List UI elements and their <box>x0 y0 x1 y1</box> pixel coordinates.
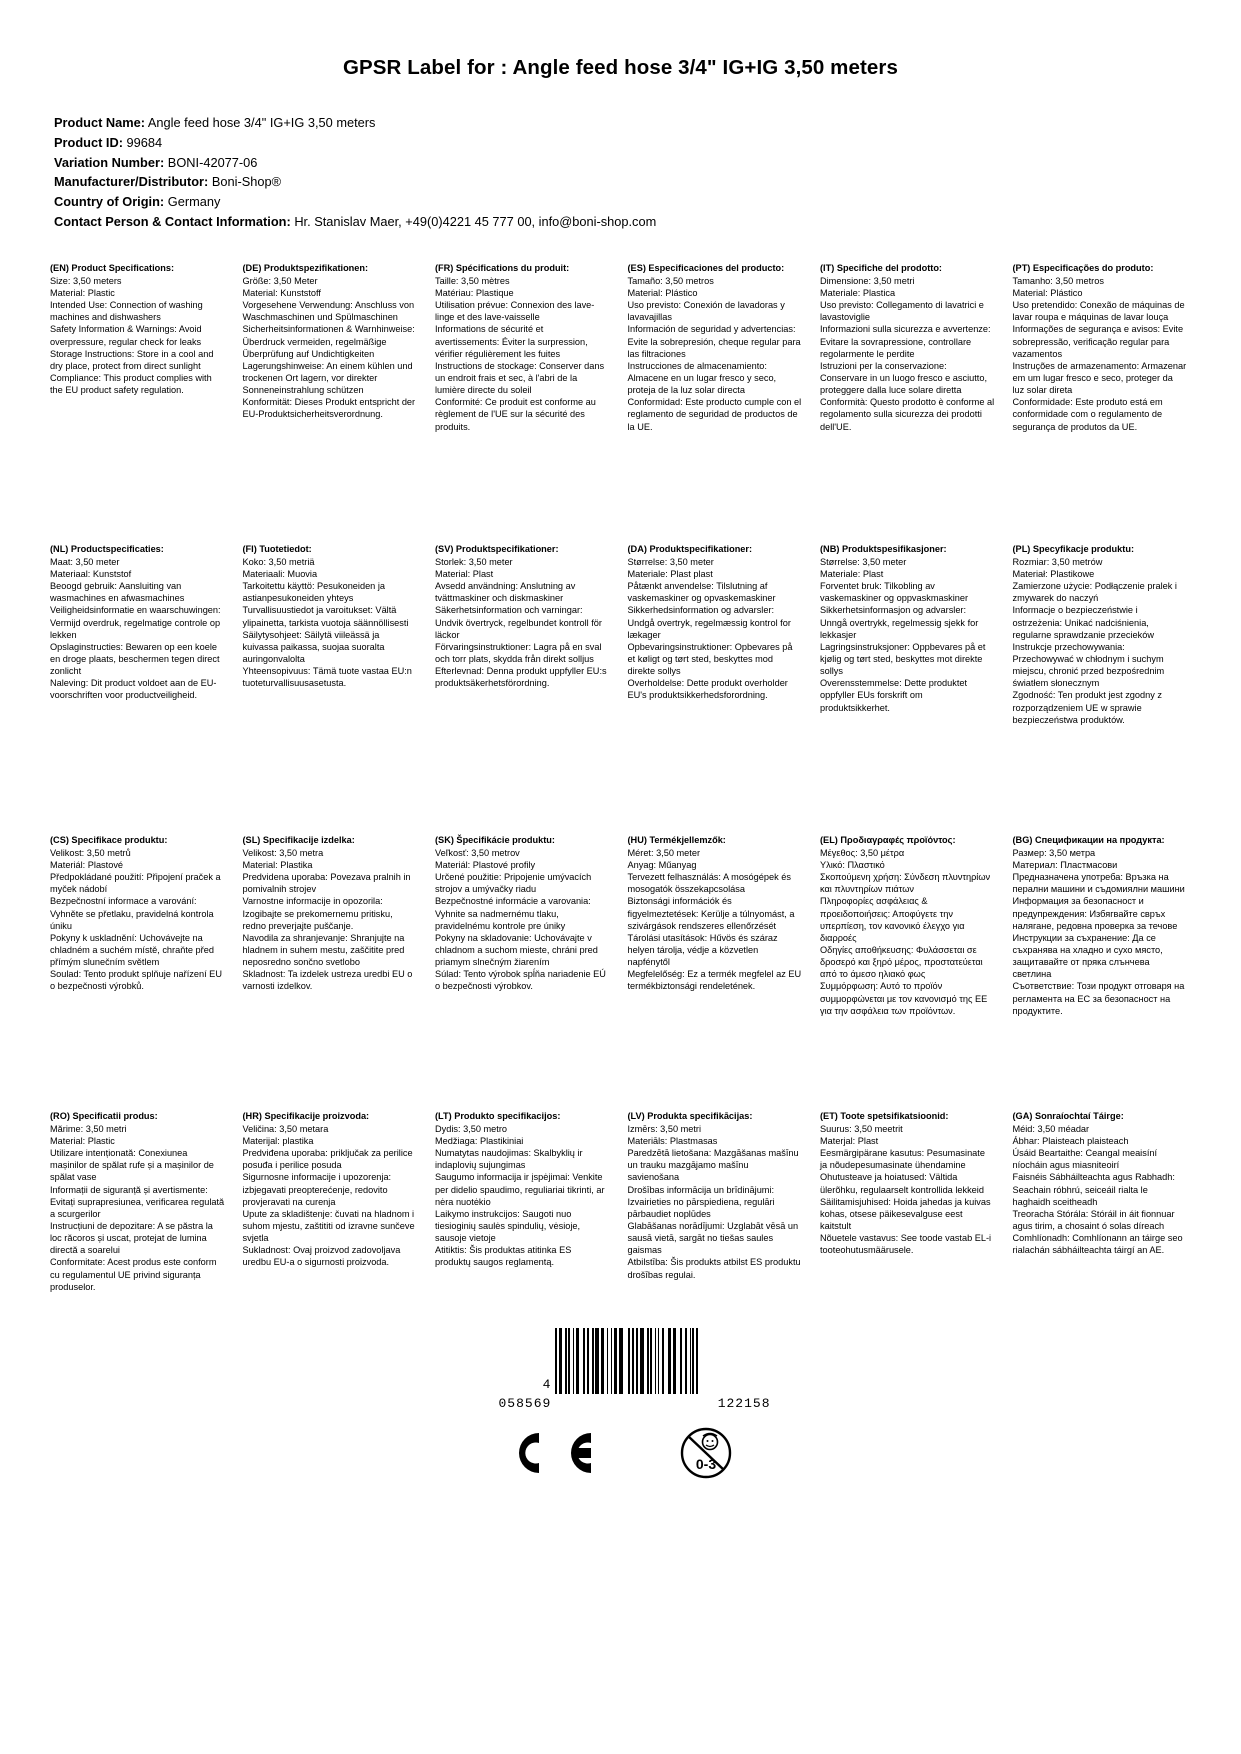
language-line: Ohutusteave ja hoiatused: Vältida ülerõhku, regulaarselt kontrollida lekkeid <box>820 1172 984 1195</box>
language-line: Sigurnosne informacije i upozorenja: izbjegavati preopterećenje, redovito provjeravati na curenja <box>242 1172 392 1207</box>
language-heading: (NL) Productspecificaties: <box>50 543 164 554</box>
language-line: Materjal: Plast <box>820 1136 879 1147</box>
language-block-hu <box>628 834 807 1084</box>
meta-row-product-name <box>54 114 1191 133</box>
language-line: Conformidad: Este producto cumple con el reglamento de seguridad de productos de la UE. <box>627 397 802 432</box>
language-block-lt <box>435 1110 614 1300</box>
language-block-en <box>50 262 229 517</box>
language-line: Υλικό: Πλαστικό <box>820 860 885 871</box>
language-line: Atbilstība: Šis produkts atbilst ES produktu drošības regulai. <box>627 1257 801 1280</box>
language-block-el <box>820 834 999 1084</box>
language-line: Comhlíonadh: Comhlíonann an táirge seo rialachán sábháilteachta táirgí an AE. <box>1012 1233 1183 1256</box>
language-line: Upute za skladištenje: čuvati na hladnom i suhom mjestu, zaštititi od izravne sunčeve svjetla <box>242 1208 415 1244</box>
language-line: Laikymo instrukcijos: Saugoti nuo tiesioginių saulės spindulių, vėsioje, sausoje vietoje <box>435 1208 581 1244</box>
language-block-nl <box>50 543 229 808</box>
language-line: Tamanho: 3,50 metros <box>1012 275 1104 286</box>
language-line: Conformità: Questo prodotto è conforme al regolamento sulla sicurezza dei prodotti dell'UE. <box>820 397 995 432</box>
language-line: Μέγεθος: 3,50 μέτρα <box>820 847 905 858</box>
language-line: Overensstemmelse: Dette produktet oppfyller EUs forskrift om produktsikkerhet. <box>820 678 968 713</box>
language-line: Størrelse: 3,50 meter <box>627 556 714 567</box>
ean13-barcode <box>555 1328 698 1394</box>
language-line: Tervezett felhasználás: A mosógépek és mosogatók összekapcsolása <box>627 872 791 895</box>
language-line: Bezpečnostní informace a varování: Vyhněte se přetlaku, pravidelná kontrola úniku <box>50 896 214 931</box>
language-line: Materiał: Plastikowe <box>1012 569 1095 580</box>
language-heading: (ES) Especificaciones del producto: <box>627 262 785 273</box>
language-line: Opbevaringsinstruktioner: Opbevares på et køligt og tørt sted, beskyttes mod direkte sollys <box>627 641 793 677</box>
language-line: Tárolási utasítások: Hűvös és száraz helyen tárolja, védje a közvetlen napfénytől <box>627 932 778 968</box>
language-heading: (ET) Toote spetsifikatsioonid: <box>820 1110 949 1121</box>
language-line: Nõuetele vastavus: See toode vastab EL-i tooteohutusmäärusele. <box>820 1233 992 1256</box>
language-block-bg <box>1013 834 1192 1084</box>
language-line: Mărime: 3,50 metri <box>50 1123 127 1134</box>
language-heading: (LT) Produkto specifikacijos: <box>435 1110 561 1121</box>
language-block-ro <box>50 1110 229 1300</box>
meta-label: Product Name: <box>54 115 146 130</box>
language-block-fr <box>435 262 614 517</box>
language-line: Faisnéis Sábháilteachta agus Rabhadh: Seachain róbhrú, seiceáil rialta le haghaidh sceitheadh <box>1012 1172 1175 1207</box>
meta-label: Country of Origin: <box>54 194 165 210</box>
language-line: Påtænkt anvendelse: Tilslutning af vaskemaskiner og opvaskemaskiner <box>627 581 776 604</box>
language-heading: (PT) Especificações do produto: <box>1012 262 1154 273</box>
language-line: Forventet bruk: Tilkobling av vaskemaskiner og oppvaskmaskiner <box>820 581 969 604</box>
language-line: Yhteensopivuus: Tämä tuote vastaa EU:n tuoteturvallisuusasetusta. <box>242 666 412 689</box>
language-line: Efterlevnad: Denna produkt uppfyller EU:s produktsäkerhetsförordning. <box>435 666 607 689</box>
meta-row-variation-number <box>54 154 1191 173</box>
language-line: Size: 3,50 meters <box>50 275 122 286</box>
language-line: Pokyny k uskladnění: Uchovávejte na chladném a suchém místě, chraňte před přímým slunečním světlem <box>50 932 214 968</box>
language-line: Vorgesehene Verwendung: Anschluss von Waschmaschinen und Spülmaschinen <box>242 300 415 323</box>
language-heading: (DA) Produktspecifikationer: <box>627 543 753 554</box>
language-line: Varnostne informacije in opozorila: Izogibajte se prekomernemu pritisku, redno preverjajte puščanje. <box>242 896 393 931</box>
language-line: Overholdelse: Dette produkt overholder EU's produktsikkerhedsforordning. <box>627 678 788 701</box>
page-title: GPSR Label for : Angle feed hose 3/4" IG+IG 3,50 meters <box>342 56 899 79</box>
language-line: Suurus: 3,50 meetrit <box>820 1123 903 1134</box>
language-line: Safety Information & Warnings: Avoid overpressure, regular check for leaks <box>50 324 202 347</box>
language-line: Zgodność: Ten produkt jest zgodny z rozporządzeniem UE w sprawie bezpieczeństwa produktów. <box>1012 690 1162 725</box>
language-line: Saugumo informacija ir įspėjimai: Venkite per didelio spaudimo, reguliariai tikrinti, ar nėra nuotėkio <box>435 1172 605 1207</box>
language-line: Koko: 3,50 metriä <box>242 556 315 567</box>
language-line: Dimensione: 3,50 metri <box>820 275 915 286</box>
language-line: Avsedd användning: Anslutning av tvättmaskiner och diskmaskiner <box>435 581 576 604</box>
language-line: Treoracha Stórála: Stóráil in áit fionnuar agus tirim, a chosaint ó solas díreach <box>1012 1208 1175 1232</box>
language-heading: (EL) Προδιαγραφές προϊόντος: <box>820 834 956 845</box>
language-line: Material: Plast <box>435 569 494 580</box>
language-block-pt <box>1013 262 1192 517</box>
language-line: Pokyny na skladovanie: Uchovávajte v chladnom a suchom mieste, chráni pred priamym slnečným žiarením <box>435 932 598 968</box>
language-heading: (IT) Specifiche del prodotto: <box>820 262 942 273</box>
meta-label: Manufacturer/Distributor: <box>54 174 209 190</box>
language-block-sk <box>435 834 614 1084</box>
language-line: Predvidena uporaba: Povezava pralnih in pomivalnih strojev <box>242 872 411 895</box>
language-line: Súlad: Tento výrobok spĺňa nariadenie EÚ o bezpečnosti výrobkov. <box>435 969 606 992</box>
language-heading: (BG) Спецификации на продукта: <box>1012 834 1165 845</box>
language-line: Съответствие: Този продукт отговаря на регламента на ЕС за безопасност на продуктите. <box>1012 981 1185 1016</box>
language-line: Konformität: Dieses Produkt entspricht der EU-Produktsicherheitsverordnung. <box>242 397 416 420</box>
age-warning-0-3-icon <box>669 1427 743 1479</box>
language-line: Skladnost: Ta izdelek ustreza uredbi EU o varnosti izdelkov. <box>242 969 413 992</box>
language-line: Eesmärgipärane kasutus: Pesumasinate ja nõudepesumasinate ühendamine <box>820 1148 985 1171</box>
language-block-hr <box>243 1110 422 1300</box>
language-line: Material: Plastic <box>50 1136 115 1147</box>
language-line: Materiaali: Muovia <box>242 569 318 580</box>
language-heading: (EN) Product Specifications: <box>50 262 175 273</box>
language-line: Material: Plástico <box>1012 288 1083 299</box>
language-line: Méret: 3,50 meter <box>627 847 701 858</box>
language-line: Lagerungshinweise: An einem kühlen und trockenen Ort lagern, vor direkter Sonneneinstrahlung schützen <box>242 360 413 396</box>
language-line: Materijal: plastika <box>242 1136 314 1147</box>
language-heading: (FI) Tuotetiedot: <box>242 543 312 554</box>
language-line: Anyag: Műanyag <box>627 860 697 871</box>
language-line: Sikkerhedsinformation og advarsler: Undgå overtryk, regelmæssig kontrol for lækager <box>627 605 791 640</box>
language-line: Soulad: Tento produkt splňuje nařízení EU o bezpečnosti výrobků. <box>50 969 222 992</box>
language-line: Material: Plástico <box>627 288 698 299</box>
meta-row-manufacturer <box>54 173 1191 192</box>
language-heading: (FR) Spécifications du produit: <box>435 262 570 273</box>
language-block-nb <box>820 543 999 808</box>
language-grid-row-4 <box>50 1110 1191 1310</box>
language-line: Turvallisuustiedot ja varoitukset: Vältä ylipainetta, tarkista vuotoja säännöllisesti <box>242 605 409 628</box>
language-block-sv <box>435 543 614 808</box>
language-line: Intended Use: Connection of washing machines and dishwashers <box>50 300 203 323</box>
meta-value: Boni-Shop® <box>211 174 282 190</box>
language-line: Maat: 3,50 meter <box>50 556 120 567</box>
meta-row-product-id <box>54 134 1191 153</box>
language-line: Informacje o bezpieczeństwie i ostrzeżenia: Unikać nadciśnienia, regularne sprawdzanie przecieków <box>1012 605 1154 640</box>
meta-value: Angle feed hose 3/4" IG+IG 3,50 meters <box>147 115 376 130</box>
language-line: Tarkoitettu käyttö: Pesukoneiden ja astianpesukoneiden yhteys <box>242 581 385 604</box>
meta-row-contact <box>54 213 1191 232</box>
language-line: Информация за безопасност и предупреждения: Избягвайте свръх налягане, редовна проверка за течове <box>1012 896 1178 931</box>
meta-value: Germany <box>167 194 221 210</box>
language-line: Materiaal: Kunststof <box>50 569 132 580</box>
language-line: Größe: 3,50 Meter <box>242 275 318 286</box>
product-meta <box>54 114 1191 232</box>
language-line: Opslaginstructies: Bewaren op een koele en droge plaats, beschermen tegen direct zonlicht <box>50 641 220 677</box>
language-line: Sicherheitsinformationen & Warnhinweise: Überdruck vermeiden, regelmäßige Überprüfung auf Undichtigkeiten <box>242 324 415 359</box>
ce-mark-icon <box>499 1427 595 1479</box>
language-heading: (NB) Produktspesifikasjoner: <box>820 543 947 554</box>
barcode-area <box>543 1328 699 1394</box>
language-heading: (GA) Sonraíochtaí Táirge: <box>1012 1110 1124 1121</box>
language-line: Veiligheidsinformatie en waarschuwingen: Vermijd overdruk, regelmatige controle op lekken <box>50 605 221 640</box>
language-grid-row-1 <box>50 262 1191 543</box>
language-line: Säkerhetsinformation och varningar: Undvik övertryck, regelbundet kontroll för läckor <box>435 605 602 640</box>
language-line: Materiál: Plastové profily <box>435 860 536 871</box>
language-line: Matériau: Plastique <box>435 288 514 299</box>
language-line: Storage Instructions: Store in a cool and dry place, protect from direct sunlight <box>50 348 214 371</box>
language-line: Οδηγίες αποθήκευσης: Φυλάσσεται σε δροσερό και ξηρό μέρος, προστατεύεται από το άμεσο ηλιακό φως <box>820 945 983 980</box>
language-line: Bezpečnostné informácie a varovania: Vyhnite sa nadmernému tlaku, pravidelnému kontrole pre úniky <box>435 896 591 931</box>
language-line: Säilytysohjeet: Säilytä viileässä ja kuivassa paikassa, suojaa suoralta auringonvalolta <box>242 629 385 665</box>
language-line: Biztonsági információk és figyelmeztetések: Kerülje a túlnyomást, a szivárgások rendszeres ellenőrzését <box>627 896 795 931</box>
language-block-ga <box>1013 1110 1192 1300</box>
language-line: Úsáid Beartaithe: Ceangal meaisíní níocháin agus miasniteoirí <box>1012 1148 1158 1171</box>
language-heading: (PL) Specyfikacje produktu: <box>1012 543 1135 554</box>
language-block-de <box>243 262 422 517</box>
language-heading: (CS) Specifikace produktu: <box>50 834 168 845</box>
language-heading: (SL) Specifikacije izdelka: <box>242 834 355 845</box>
language-line: Conformidade: Este produto está em conformidade com o regulamento de segurança de produtos da UE. <box>1012 397 1163 432</box>
language-block-sl <box>243 834 422 1084</box>
language-line: Инструкции за съхранение: Да се съхранява на хладно и сухо място, защитавайте от пряка слънчева светлина <box>1012 932 1163 980</box>
language-line: Materiál: Plastové <box>50 860 124 871</box>
language-line: Naleving: Dit product voldoet aan de EU-voorschriften voor productveiligheid. <box>50 678 217 701</box>
language-line: Instructions de stockage: Conserver dans un endroit frais et sec, à l'abri de la lumière directe du soleil <box>435 360 605 396</box>
language-line: Conformitate: Acest produs este conform cu regulamentul UE privind siguranța produselor. <box>50 1257 217 1292</box>
barcode-leading-digit: 4 <box>542 1376 551 1392</box>
meta-label: Variation Number: <box>54 154 165 170</box>
language-line: Материал: Пластмасови <box>1012 860 1118 871</box>
language-line: Sikkerhetsinformasjon og advarsler: Unngå overtrykk, regelmessig sjekk for lekkasjer <box>820 605 979 640</box>
language-line: Materiāls: Plastmasas <box>627 1136 718 1147</box>
language-line: Uso previsto: Conexión de lavadoras y lavavajillas <box>627 300 785 323</box>
language-line: Informações de segurança e avisos: Evite sobrepressão, verificação regular para vazamentos <box>1012 324 1184 359</box>
svg-text:0-3: 0-3 <box>695 1455 716 1472</box>
language-line: Säilitamisjuhised: Hoida jahedas ja kuivas kohas, otsese päikesevalguse eest kaitstult <box>820 1196 991 1232</box>
language-heading: (LV) Produkta specifikācijas: <box>627 1110 753 1121</box>
language-line: Compliance: This product complies with the EU product safety regulation. <box>50 373 212 396</box>
language-line: Určené použitie: Pripojenie umývacích strojov a umývačky riadu <box>435 872 592 895</box>
language-line: Material: Kunststoff <box>242 288 321 299</box>
language-line: Tamaño: 3,50 metros <box>627 275 714 286</box>
language-heading: (HR) Specifikacije proizvoda: <box>242 1110 370 1121</box>
language-line: Glabāšanas norādījumi: Uzglabāt vēsā un sausā vietā, sargāt no tiešas saules gaismas <box>627 1221 799 1256</box>
language-line: Förvaringsinstruktioner: Lagra på en sval och torr plats, skydda från direkt solljus <box>435 641 602 665</box>
language-grid-row-2 <box>50 543 1191 834</box>
language-line: Instruções de armazenamento: Armazenar em um lugar fresco e seco, proteger da luz solar direta <box>1012 360 1187 396</box>
language-line: Instrukcje przechowywania: Przechowywać w chłodnym i suchym miejscu, chronić przed bezpośrednim światłem słonecznym <box>1012 641 1165 689</box>
meta-label: Product ID: <box>54 134 123 150</box>
language-line: Istruzioni per la conservazione: Conservare in un luogo fresco e asciutto, proteggere dalla luce solare diretta <box>820 360 987 396</box>
language-line: Navodila za shranjevanje: Shranjujte na hladnem in suhem mestu, zaščitite pred neposredno sončno svetlobo <box>242 932 405 968</box>
meta-value: 99684 <box>126 134 163 150</box>
language-line: Instrucțiuni de depozitare: A se păstra la loc răcoros și uscat, protejat de lumina directă a soarelui <box>50 1221 213 1256</box>
language-block-lv <box>628 1110 807 1300</box>
language-line: Utilisation prévue: Connexion des lave-linge et des lave-vaisselle <box>435 300 595 323</box>
language-block-cs <box>50 834 229 1084</box>
language-line: Informations de sécurité et avertissements: Éviter la surpression, vérifier régulièrement les fuites <box>435 324 588 359</box>
language-line: Beoogd gebruik: Aansluiting van wasmachines en afwasmachines <box>50 581 185 604</box>
language-line: Lagringsinstruksjoner: Oppbevares på et kjølig og tørt sted, beskyttes mot direkte sollys <box>820 641 986 677</box>
language-line: Σκοπούμενη χρήση: Σύνδεση πλυντηρίων και πλυντηρίων πιάτων <box>820 872 991 895</box>
barcode-right-group: 122158 <box>717 1395 771 1411</box>
language-line: Uso previsto: Collegamento di lavatrici e lavastoviglie <box>820 300 984 323</box>
language-line: Rozmiar: 3,50 metrów <box>1012 556 1103 567</box>
language-line: Material: Plastic <box>50 288 115 299</box>
language-line: Utilizare intenționată: Conexiunea mașinilor de spălat rufe și a mașinilor de spălat vase <box>50 1148 214 1183</box>
language-line: Megfelelőség: Ez a termék megfelel az EU termékbiztonsági rendeletének. <box>627 969 802 992</box>
language-line: Velikost: 3,50 metrů <box>50 847 131 858</box>
language-line: Numatytas naudojimas: Skalbyklių ir indaplovių sujungimas <box>435 1148 583 1171</box>
language-line: Informații de siguranță și avertismente: Evitați suprapresiunea, verificarea regulată a scurgerilor <box>50 1184 225 1219</box>
language-line: Atitiktis: Šis produktas atitinka ES produktų saugos reglamentą. <box>435 1245 572 1268</box>
language-heading: (HU) Termékjellemzők: <box>627 834 726 845</box>
language-block-et <box>820 1110 999 1300</box>
language-line: Paredzētā lietošana: Mazgāšanas mašīnu un trauku mazgājamo mašīnu savienošana <box>627 1148 799 1183</box>
language-line: Předpokládané použití: Připojení praček a myček nádobí <box>50 872 221 895</box>
language-line: Dydis: 3,50 metro <box>435 1123 507 1134</box>
compliance-marks <box>499 1427 743 1479</box>
language-line: Medžiaga: Plastikiniai <box>435 1136 524 1147</box>
language-line: Instrucciones de almacenamiento: Almacene en un lugar fresco y seco, proteja de la luz solar directa <box>627 360 777 396</box>
language-grid-row-3 <box>50 834 1191 1110</box>
language-line: Storlek: 3,50 meter <box>435 556 513 567</box>
language-heading: (SV) Produktspecifikationer: <box>435 543 559 554</box>
language-line: Zamierzone użycie: Podłączenie pralek i zmywarek do naczyń <box>1012 581 1177 604</box>
language-line: Informazioni sulla sicurezza e avvertenze: Evitare la sovrapressione, controllare regolarmente le perdite <box>820 324 991 359</box>
language-block-fi <box>243 543 422 808</box>
language-line: Velikost: 3,50 metra <box>242 847 324 858</box>
language-block-da <box>628 543 807 808</box>
language-line: Størrelse: 3,50 meter <box>820 556 907 567</box>
language-line: Materiale: Plastica <box>820 288 896 299</box>
language-block-it <box>820 262 999 517</box>
meta-label: Contact Person & Contact Information: <box>54 213 291 229</box>
language-line: Предназначена употреба: Връзка на перални машини и съдомиялни машини <box>1012 872 1185 895</box>
language-line: Material: Plastika <box>242 860 313 871</box>
language-line: Méid: 3,50 méadar <box>1012 1123 1090 1134</box>
language-line: Drošības informācija un brīdinājumi: Izvairieties no pārspiediena, regulāri pārbaudiet noplūdes <box>627 1184 775 1219</box>
language-line: Πληροφορίες ασφάλειας & προειδοποιήσεις: Αποφύγετε την υπερπίεση, τον κανονικό έλεγχο για διαρροές <box>820 896 965 943</box>
language-line: Taille: 3,50 mètres <box>435 275 510 286</box>
language-line: Predviđena uporaba: priključak za perilice posuđa i perilice posuda <box>242 1148 413 1171</box>
meta-value: Hr. Stanislav Maer, +49(0)4221 45 777 00, info@boni-shop.com <box>294 213 657 229</box>
language-line: Veľkosť: 3,50 metrov <box>435 847 520 858</box>
language-line: Materiale: Plast plast <box>627 569 713 580</box>
meta-row-country-of-origin <box>54 193 1191 212</box>
meta-value: BONI-42077-06 <box>167 154 258 170</box>
language-heading: (SK) Špecifikácie produktu: <box>435 834 555 845</box>
language-heading: (DE) Produktspezifikationen: <box>242 262 369 273</box>
language-line: Conformité: Ce produit est conforme au règlement de l'UE sur la sécurité des produits. <box>435 397 596 432</box>
language-line: Sukladnost: Ovaj proizvod zadovoljava uredbu EU-a o sigurnosti proizvoda. <box>242 1245 401 1268</box>
language-line: Συμμόρφωση: Αυτό το προϊόν συμμορφώνεται με τον κανονισμό της ΕΕ για την ασφάλεια των προϊόντων. <box>820 981 988 1016</box>
language-line: Información de seguridad y advertencias: Evite la sobrepresión, cheque regular para las filtraciones <box>627 324 801 359</box>
language-block-pl <box>1013 543 1192 808</box>
language-heading: (RO) Specificatii produs: <box>50 1110 158 1121</box>
barcode-numbers <box>471 1396 771 1411</box>
language-line: Uso pretendido: Conexão de máquinas de lavar roupa e máquinas de lavar louça <box>1012 300 1185 323</box>
language-line: Размер: 3,50 метра <box>1012 847 1096 858</box>
language-line: Veličina: 3,50 metara <box>242 1123 329 1134</box>
language-line: Materiale: Plast <box>820 569 884 580</box>
language-block-es <box>628 262 807 517</box>
barcode-left-group: 058569 <box>498 1395 552 1411</box>
footer <box>50 1328 1191 1479</box>
language-line: Izmērs: 3,50 metri <box>627 1123 702 1134</box>
language-line: Ábhar: Plaisteach plaisteach <box>1012 1136 1129 1147</box>
